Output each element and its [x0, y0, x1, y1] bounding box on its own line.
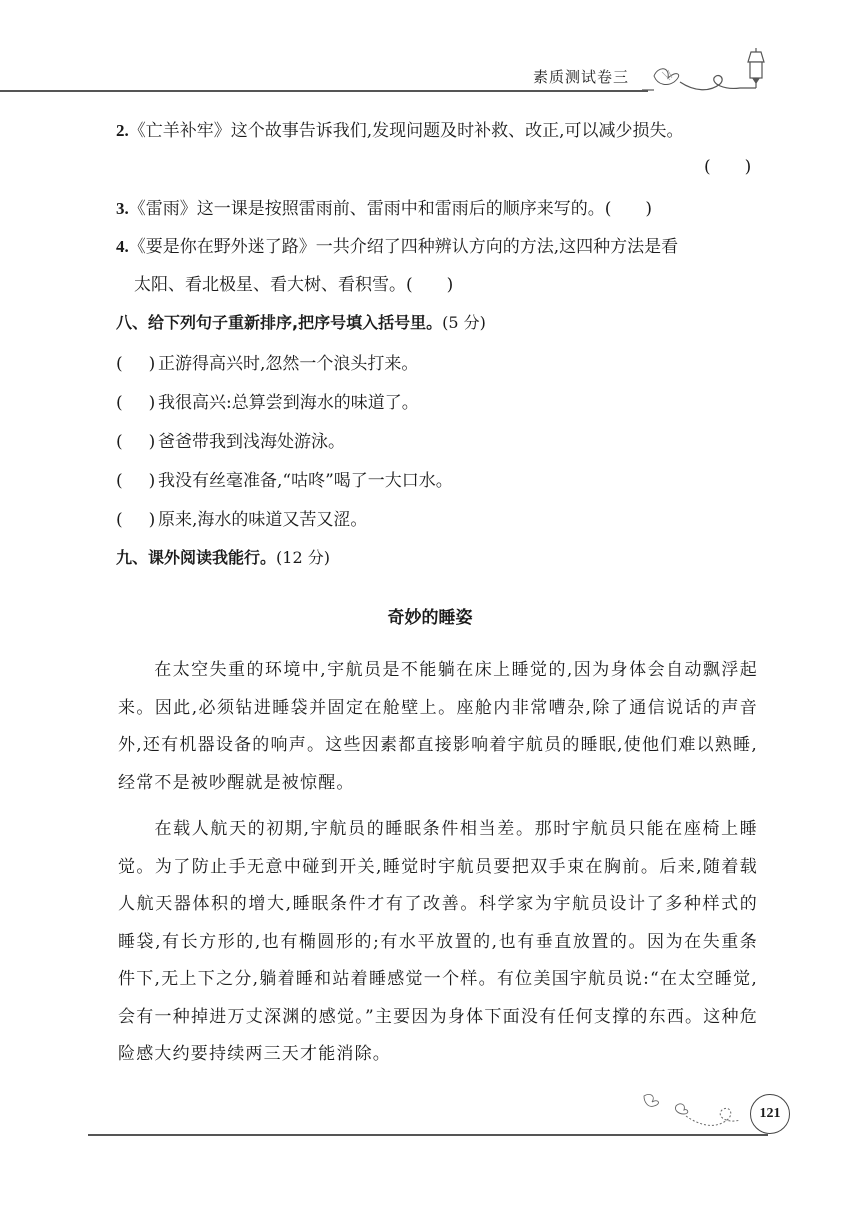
tf-item-text: 《雷雨》这一课是按照雷雨前、雷雨中和雷雨后的顺序来写的。 — [128, 199, 605, 219]
paragraph-text: 在载人航天的初期,宇航员的睡眠条件相当差。那时宇航员只能在座椅上睡觉。为了防止手无意中碰到开关,睡觉时宇航员要把双手束在胸前。后来,随着载人航天器体积的增大,睡眠条件才有了改善。科学家为宇航员设计了多种样式的睡袋,有长方形的,也有椭圆形的;有水平放置的,也有垂直放置的。因为在失重条件下,无上下之分,躺着睡和站着睡感觉一个样。有位美国宇航员说:“在太空睡觉,会有一种掉进万丈深渊的感觉。”主要因为身体下面没有任何支撑的东西。这种危险感大约要持续两三天才能消除。 — [118, 819, 758, 1064]
page-number: 121 — [750, 1094, 790, 1134]
order-item-text: 原来,海水的味道又苦又涩。 — [158, 510, 368, 530]
header-rule — [0, 90, 648, 92]
order-item-text: 我没有丝毫准备,“咕咚”喝了一大口水。 — [158, 471, 453, 491]
tf-item-text: 《要是你在野外迷了路》一共介绍了四种辨认方向的方法,这四种方法是看 — [128, 237, 679, 257]
tf-item-number: 3. — [116, 199, 129, 218]
article-title: 奇妙的睡姿 — [387, 608, 473, 628]
section-9-heading — [116, 545, 330, 568]
answer-bracket[interactable]: ( ) — [406, 275, 454, 295]
order-item-4 — [116, 466, 453, 491]
tf-item-text: 《亡羊补牢》这个故事告诉我们,发现问题及时补救、改正,可以减少损失。 — [128, 121, 684, 141]
section-8-heading — [116, 310, 486, 333]
order-answer-slot[interactable]: ( ) — [116, 393, 156, 413]
order-answer-slot[interactable]: ( ) — [116, 471, 156, 491]
order-item-text: 爸爸带我到浅海处游泳。 — [158, 432, 345, 452]
butterfly-swirl-decoration-icon — [640, 1090, 750, 1134]
butterfly-lamp-decoration-icon — [640, 48, 790, 96]
article-paragraph-1 — [118, 652, 758, 802]
tf-item-text: 太阳、看北极星、看大树、看积雪。 — [134, 275, 406, 295]
order-item-2 — [116, 388, 419, 413]
tf-item-number: 2. — [116, 121, 129, 140]
order-answer-slot[interactable]: ( ) — [116, 354, 156, 374]
tf-item-number: 4. — [116, 237, 129, 256]
tf-item-3 — [116, 194, 652, 219]
tf-item-4-continued — [134, 270, 453, 295]
order-item-3 — [116, 427, 345, 452]
order-answer-slot[interactable]: ( ) — [116, 432, 156, 452]
answer-bracket[interactable]: ( ) — [704, 157, 752, 177]
section-points: (12 分) — [276, 548, 330, 567]
header-title: 素质测试卷三 — [533, 68, 630, 86]
footer-rule — [88, 1134, 768, 1136]
order-item-text: 我很高兴:总算尝到海水的味道了。 — [158, 393, 419, 413]
order-item-5 — [116, 505, 367, 530]
order-item-text: 正游得高兴时,忽然一个浪头打来。 — [158, 354, 419, 374]
section-title: 九、课外阅读我能行。 — [116, 548, 277, 567]
order-item-1 — [116, 349, 418, 374]
order-answer-slot[interactable]: ( ) — [116, 510, 156, 530]
tf-item-4 — [116, 232, 678, 257]
section-points: (5 分) — [442, 313, 486, 332]
paragraph-text: 在太空失重的环境中,宇航员是不能躺在床上睡觉的,因为身体会自动飘浮起来。因此,必须钻进睡袋并固定在舱壁上。座舱内非常嘈杂,除了通信说话的声音外,还有机器设备的响声。这些因素都直接影响着宇航员的睡眠,使他们难以熟睡,经常不是被吵醒就是被惊醒。 — [118, 660, 758, 793]
tf-item-2 — [116, 116, 684, 141]
article-paragraph-2 — [118, 811, 758, 1074]
answer-bracket[interactable]: ( ) — [604, 199, 653, 219]
section-title: 八、给下列句子重新排序,把序号填入括号里。 — [116, 313, 443, 332]
